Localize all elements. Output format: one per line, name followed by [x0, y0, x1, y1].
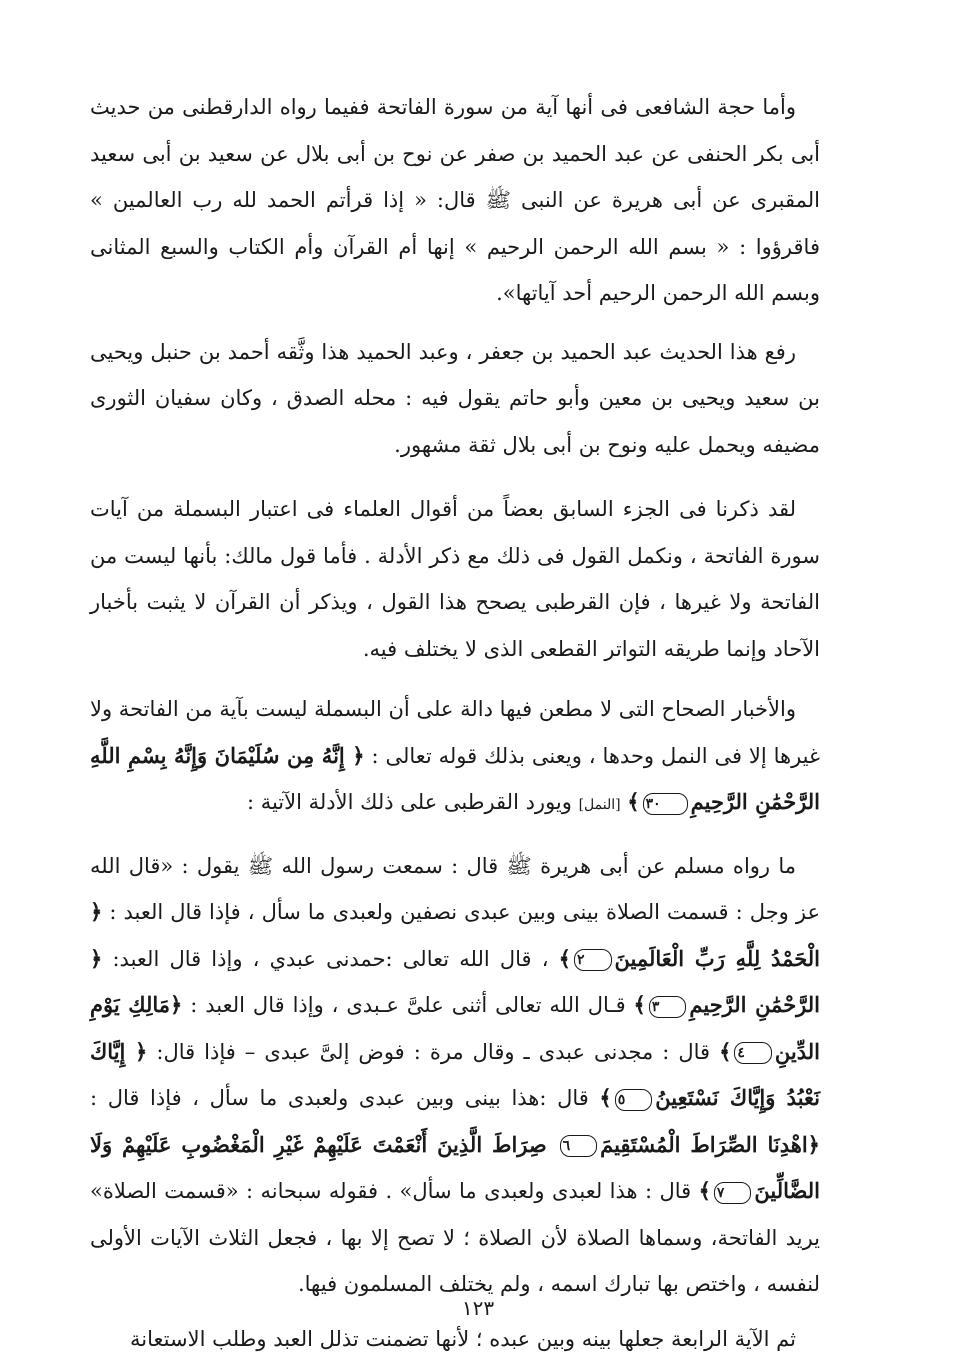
paragraph-fourth-ayah: ثم الآية الرابعة جعلها بينه وبين عبده ؛ لأنها تضمنت تذلل العبد وطلب الاستعانة — [90, 1316, 820, 1362]
text-segment: ، قال الله تعالى :حمدنى عبدي ، وإذا قال العبد: — [102, 947, 558, 971]
text-segment: قال :هذا بينى وبين عبدى ولعبدى ما سأل ، فإذا قال : — [90, 1086, 599, 1110]
quran-verse-fatiha-5: ﴿ إِيَّاكَ نَعْبُدُ وَإِيَّاكَ نَسْتَعِينُ — [90, 1039, 820, 1111]
ayah-number-marker: ٤ — [734, 1042, 772, 1064]
ayah-number-marker: ٢ — [574, 949, 612, 971]
surah-reference: [النمل] — [579, 797, 621, 813]
paragraph-shafii-evidence: وأما حجة الشافعى فى أنها آية من سورة الفاتحة ففيما رواه الدارقطنى من حديث أبى بكر الحنفى عن عبد الحميد بن صفر عن نوح بن أبى بلال عن سعيد بن أبى سعيد المقبرى عن أبى هريرة عن النبى ﷺ قال: « إذا قرأتم الحمد لله رب العالمين » فاقرؤوا : « بسم الله الرحمن الرحيم » إنها أم القرآن وأم الكتاب والسبع المثانى وبسم الله الرحمن الرحيم أحد آياتها». — [90, 84, 820, 317]
text-segment: والأخبار الصحاح التى لا مطعن فيها دالة على أن البسملة ليست بآية من الفاتحة ولا غيرها إلا فى النمل وحدها ، ويعنى بذلك قوله تعالى : — [90, 697, 820, 768]
page-body — [90, 84, 820, 1362]
paragraph-basmala-opinions: لقد ذكرنا فى الجزء السابق بعضاً من أقوال العلماء فى اعتبار البسملة من آيات سورة الفاتحة ، ونكمل القول فى ذلك مع ذكر الأدلة . فأما قول مالك: بأنها ليست من الفاتحة ولا غيرها ، فإن القرطبى يصحح هذا القول ، ويذكر أن القرآن لا يثبت بأخبار الآحاد وإنما طريقه التواتر القطعى الذى لا يختلف فيه. — [90, 486, 820, 672]
ayah-number-marker: ٥ — [615, 1089, 653, 1111]
ayah-number-marker: ٧ — [714, 1182, 752, 1204]
quran-verse-fatiha-6: ﴿اهْدِنَا الصِّرَاطَ الْمُسْتَقِيمَ — [600, 1132, 820, 1157]
quran-close-bracket: ﴾ — [627, 789, 639, 814]
ayah-number-marker: ٦ — [560, 1135, 598, 1157]
page-number: ١٢٣ — [0, 1296, 956, 1320]
text-segment: ويورد القرطبى على ذلك الأدلة الآتية : — [247, 790, 579, 814]
quran-close-bracket: ﴾ — [559, 946, 571, 971]
quran-verse-fatiha-3: ﴿ الرَّحْمَٰنِ الرَّحِيمِ — [90, 946, 820, 1018]
ayah-number-marker: ٣ — [649, 996, 687, 1018]
quran-close-bracket: ﴾ — [634, 992, 646, 1017]
quran-verse-fatiha-2: ﴿ الْحَمْدُ لِلَّهِ رَبِّ الْعَالَمِينَ — [90, 899, 820, 971]
quran-verse-fatiha-7: صِرَاطَ الَّذِينَ أَنْعَمْتَ عَلَيْهِمْ غَيْرِ الْمَغْضُوبِ عَلَيْهِمْ وَلَا الضَّالِّينَ — [90, 1132, 820, 1204]
ayah-number-marker: ٣٠ — [643, 793, 688, 815]
paragraph-hadith-narrators: رفع هذا الحديث عبد الحميد بن جعفر ، وعبد الحميد هذا وثَّقه أحمد بن حنبل ويحيى بن سعيد ويحيى بن معين وأبو حاتم يقول فيه : محله الصدق ، وكان سفيان الثورى مضيفه ويحمل عليه ونوح بن أبى بلال ثقة مشهور. — [90, 329, 820, 469]
quran-verse-naml: ﴿ إِنَّهُ مِن سُلَيْمَانَ وَإِنَّهُ بِسْمِ اللَّهِ الرَّحْمَٰنِ الرَّحِيمِ — [90, 743, 820, 815]
quran-verse-fatiha-4: ﴿مَالِكِ يَوْمِ الدِّينِ — [90, 992, 820, 1064]
text-segment: قال : مجدنى عبدى ـ وقال مرة : فوض إلىَّ عبدى – فإذا قال: — [147, 1040, 719, 1064]
text-segment: قال : هذا لعبدى ولعبدى ما سأل» . فقوله سبحانه : «قسمت الصلاة» يريد الفاتحة، وسماها الصلاة لأن الصلاة ؛ لا تصح إلا بها ، فجعل الثلاث الآيات الأولى لنفسه ، واختص بها تبارك اسمه ، ولم يختلف المسلمون فيها. — [90, 1179, 820, 1296]
quran-close-bracket: ﴾ — [599, 1085, 611, 1110]
paragraph-sahih-reports — [90, 686, 820, 829]
quran-close-bracket: ﴾ — [699, 1178, 711, 1203]
paragraph-muslim-hadith — [90, 843, 820, 1308]
text-segment: قـال الله تعالى أثنى علىَّ عـبدى ، وإذا قال العبد : — [182, 993, 633, 1017]
text-segment: ما رواه مسلم عن أبى هريرة ﷺ قال : سمعت رسول الله ﷺ يقول : «قال الله عز وجل : قسمت الصلاة بينى وبين عبدى نصفين ولعبدى ما سأل ، فإذا قال العبد : — [90, 854, 820, 925]
quran-close-bracket: ﴾ — [719, 1039, 731, 1064]
